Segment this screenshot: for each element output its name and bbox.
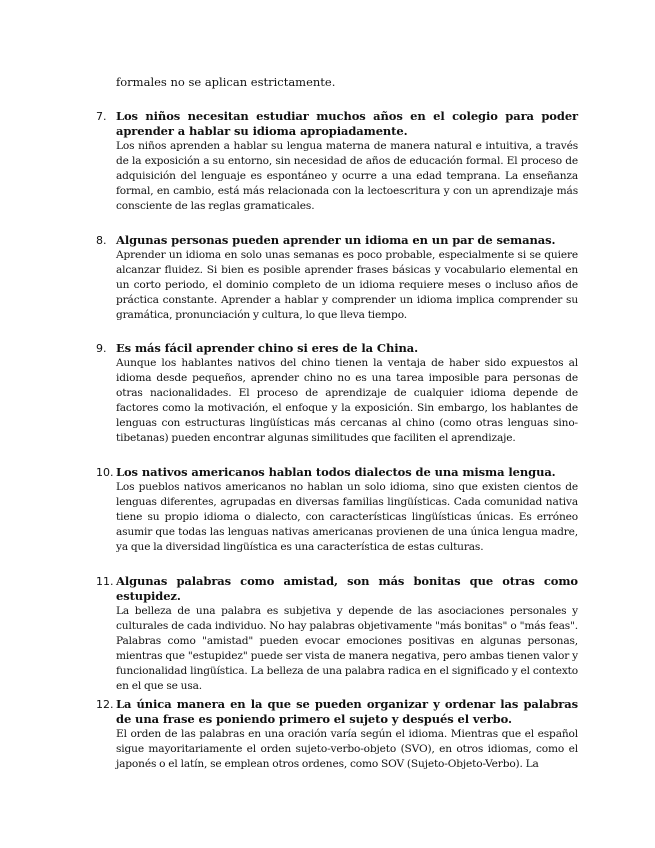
item-title: Los niños necesitan estudiar muchos años en el colegio para poder aprender a hablar su idioma apropiadamente. — [116, 109, 578, 138]
item-number: 10. — [96, 466, 114, 479]
item-body: Los niños aprenden a hablar su lengua materna de manera natural e intuitiva, a través de la exposición a su entorno, sin necesidad de años de educación formal. El proceso de adquisición del lenguaje es espontáneo y ocurre a una edad temprana. La enseñanza formal, en cambio, está más relacionada con la lectoescritura y con un aprendizaje más consciente de las reglas gramaticales. — [116, 140, 578, 212]
item-number: 11. — [96, 575, 114, 588]
list-item — [96, 574, 578, 694]
item-number: 12. — [96, 698, 114, 711]
list-item — [96, 109, 578, 214]
item-body: El orden de las palabras en una oración varía según el idioma. Mientras que el español sigue mayoritariamente el orden sujeto-verbo-objeto (SVO), en otros idiomas, como el japonés o el latín, se emplean otros ordenes, como SOV (Sujeto-Objeto-Verbo). La — [116, 728, 578, 770]
list-item — [96, 697, 578, 772]
list-item — [96, 233, 578, 323]
item-body: Aprender un idioma en solo unas semanas es poco probable, especialmente si se quiere alcanzar fluidez. Si bien es posible aprender frases básicas y vocabulario elemental en un corto periodo, el dominio completo de un idioma requiere meses o incluso años de práctica constante. Aprender a hablar y comprender un idioma implica comprender su gramática, pronunciación y cultura, lo que lleva tiempo. — [116, 249, 578, 321]
item-title: La única manera en la que se pueden organizar y ordenar las palabras de una frase es poniendo primero el sujeto y después el verbo. — [116, 697, 578, 726]
item-number: 7. — [96, 110, 107, 123]
item-title: Algunas personas pueden aprender un idioma en un par de semanas. — [116, 233, 556, 247]
item-content — [116, 109, 578, 214]
item-title: Los nativos americanos hablan todos dialectos de una misma lengua. — [116, 465, 556, 479]
item-content — [116, 341, 578, 446]
item-title: Es más fácil aprender chino si eres de la China. — [116, 341, 418, 355]
item-content — [116, 697, 578, 772]
item-number: 9. — [96, 342, 107, 355]
item-content — [116, 574, 578, 694]
continuation-text: formales no se aplican estrictamente. — [116, 75, 336, 89]
list-item — [96, 341, 578, 446]
item-body: Los pueblos nativos americanos no hablan un solo idioma, sino que existen cientos de lenguas diferentes, agrupadas en diversas familias lingüísticas. Cada comunidad nativa tiene su propio idioma o dialecto, con características lingüísticas únicas. Es erróneo asumir que todas las lenguas nativas americanas provienen de una única lengua madre, ya que la diversidad lingüística es una característica de estas culturas. — [116, 481, 578, 553]
item-body: Aunque los hablantes nativos del chino tienen la ventaja de haber sido expuestos al idioma desde pequeños, aprender chino no es una tarea imposible para personas de otras nacionalidades. El proceso de aprendizaje de cualquier idioma depende de factores como la motivación, el enfoque y la exposición. Sin embargo, los hablantes de lenguas con estructuras lingüísticas más cercanas al chino (como otras lenguas sino-tibetanas) pueden encontrar algunas similitudes que faciliten el aprendizaje. — [116, 357, 578, 444]
list-item — [96, 465, 578, 555]
item-number: 8. — [96, 234, 107, 247]
item-title: Algunas palabras como amistad, son más bonitas que otras como estupidez. — [116, 574, 578, 603]
item-body: La belleza de una palabra es subjetiva y depende de las asociaciones personales y culturales de cada individuo. No hay palabras objetivamente "más bonitas" o "más feas". Palabras como "amistad" pueden evocar emociones positivas en algunas personas, mientras que "estupidez" puede ser vista de manera negativa, pero ambas tienen valor y funcionalidad lingüística. La belleza de una palabra radica en el significado y el contexto en el que se usa. — [116, 605, 578, 692]
item-content — [116, 233, 578, 323]
item-content — [116, 465, 578, 555]
